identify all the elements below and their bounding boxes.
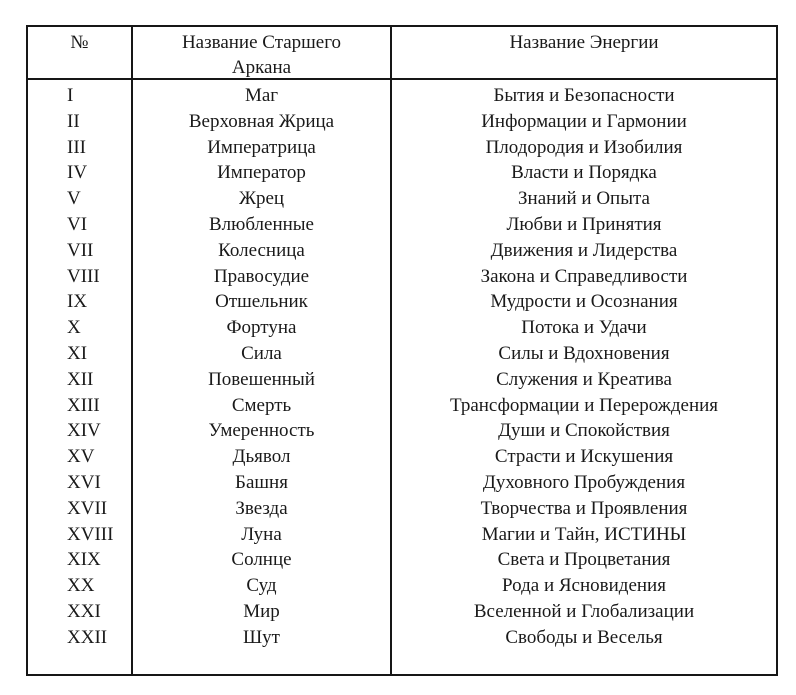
energy-name: Свободы и Веселья [390, 625, 776, 651]
table-row [28, 80, 776, 109]
energy-name: Знаний и Опыта [390, 186, 776, 212]
row-number: II [67, 110, 80, 132]
table-row [28, 289, 776, 315]
arcana-name: Суд [131, 573, 390, 599]
row-number: IX [67, 291, 88, 313]
arcana-name: Влюбленные [131, 212, 390, 238]
row-number: XV [67, 446, 95, 468]
row-number: XI [67, 342, 88, 364]
table-row [28, 393, 776, 419]
row-number: XIV [67, 420, 101, 442]
column-header-arcana [131, 27, 390, 80]
table-row [28, 496, 776, 522]
energy-name: Магии и Тайн, ИСТИНЫ [390, 522, 776, 548]
row-number: III [67, 136, 86, 158]
column-header-energy: Название Энергии [390, 27, 776, 80]
table-row [28, 625, 776, 651]
row-number: I [67, 85, 74, 106]
arcana-name: Верховная Жрица [131, 109, 390, 135]
row-number: IV [67, 162, 88, 184]
arcana-name: Луна [131, 522, 390, 548]
energy-name: Бытия и Безопасности [390, 80, 776, 109]
table-row [28, 238, 776, 264]
energy-name: Любви и Принятия [390, 212, 776, 238]
energy-name: Творчества и Проявления [390, 496, 776, 522]
row-number: XVIII [67, 523, 114, 545]
row-number: XX [67, 575, 95, 597]
table-row [28, 160, 776, 186]
table-header-row [28, 27, 776, 80]
table-row [28, 109, 776, 135]
energy-name: Власти и Порядка [390, 160, 776, 186]
arcana-name: Солнце [131, 547, 390, 573]
arcana-name: Императрица [131, 135, 390, 161]
table-row [28, 186, 776, 212]
row-number: X [67, 317, 81, 339]
row-number: VIII [67, 265, 100, 287]
energy-name: Рода и Ясновидения [390, 573, 776, 599]
table-bottom-spacer [28, 651, 776, 674]
column-header-number: № [28, 27, 131, 80]
energy-name: Мудрости и Осознания [390, 289, 776, 315]
column-header-arcana-label: Название Старшего Аркана [181, 32, 342, 78]
energy-name: Вселенной и Глобализации [390, 599, 776, 625]
row-number: XXII [67, 626, 108, 648]
row-number: XVI [67, 471, 101, 493]
arcana-name: Сила [131, 341, 390, 367]
arcana-name: Повешенный [131, 367, 390, 393]
energy-name: Духовного Пробуждения [390, 470, 776, 496]
row-number: XII [67, 368, 94, 390]
arcana-name: Башня [131, 470, 390, 496]
energy-name: Трансформации и Перерождения [390, 393, 776, 419]
energy-name: Служения и Креатива [390, 367, 776, 393]
table-row [28, 341, 776, 367]
row-number: XVII [67, 497, 108, 519]
energy-name: Души и Спокойствия [390, 418, 776, 444]
arcana-table [26, 25, 778, 676]
arcana-name: Дьявол [131, 444, 390, 470]
table-row [28, 367, 776, 393]
table-row [28, 418, 776, 444]
arcana-name: Звезда [131, 496, 390, 522]
energy-name: Света и Процветания [390, 547, 776, 573]
arcana-name: Умеренность [131, 418, 390, 444]
arcana-name: Правосудие [131, 264, 390, 290]
energy-name: Страсти и Искушения [390, 444, 776, 470]
row-number: XIX [67, 549, 101, 571]
energy-name: Плодородия и Изобилия [390, 135, 776, 161]
table-row [28, 470, 776, 496]
table-row [28, 444, 776, 470]
arcana-name: Смерть [131, 393, 390, 419]
arcana-name: Колесница [131, 238, 390, 264]
energy-name: Силы и Вдохновения [390, 341, 776, 367]
table-row [28, 599, 776, 625]
row-number: VII [67, 239, 94, 261]
arcana-name: Отшельник [131, 289, 390, 315]
row-number: VI [67, 213, 88, 235]
table-row [28, 264, 776, 290]
row-number: V [67, 188, 81, 210]
table-row [28, 547, 776, 573]
table-row [28, 315, 776, 341]
arcana-name: Шут [131, 625, 390, 651]
arcana-name: Маг [131, 80, 390, 109]
row-number: XIII [67, 394, 100, 416]
arcana-name: Фортуна [131, 315, 390, 341]
energy-name: Закона и Справедливости [390, 264, 776, 290]
energy-name: Движения и Лидерства [390, 238, 776, 264]
table-row [28, 573, 776, 599]
arcana-name: Жрец [131, 186, 390, 212]
row-number: XXI [67, 600, 101, 622]
table-row [28, 212, 776, 238]
arcana-name: Император [131, 160, 390, 186]
table-row [28, 522, 776, 548]
energy-name: Информации и Гармонии [390, 109, 776, 135]
arcana-name: Мир [131, 599, 390, 625]
table-row [28, 135, 776, 161]
energy-name: Потока и Удачи [390, 315, 776, 341]
